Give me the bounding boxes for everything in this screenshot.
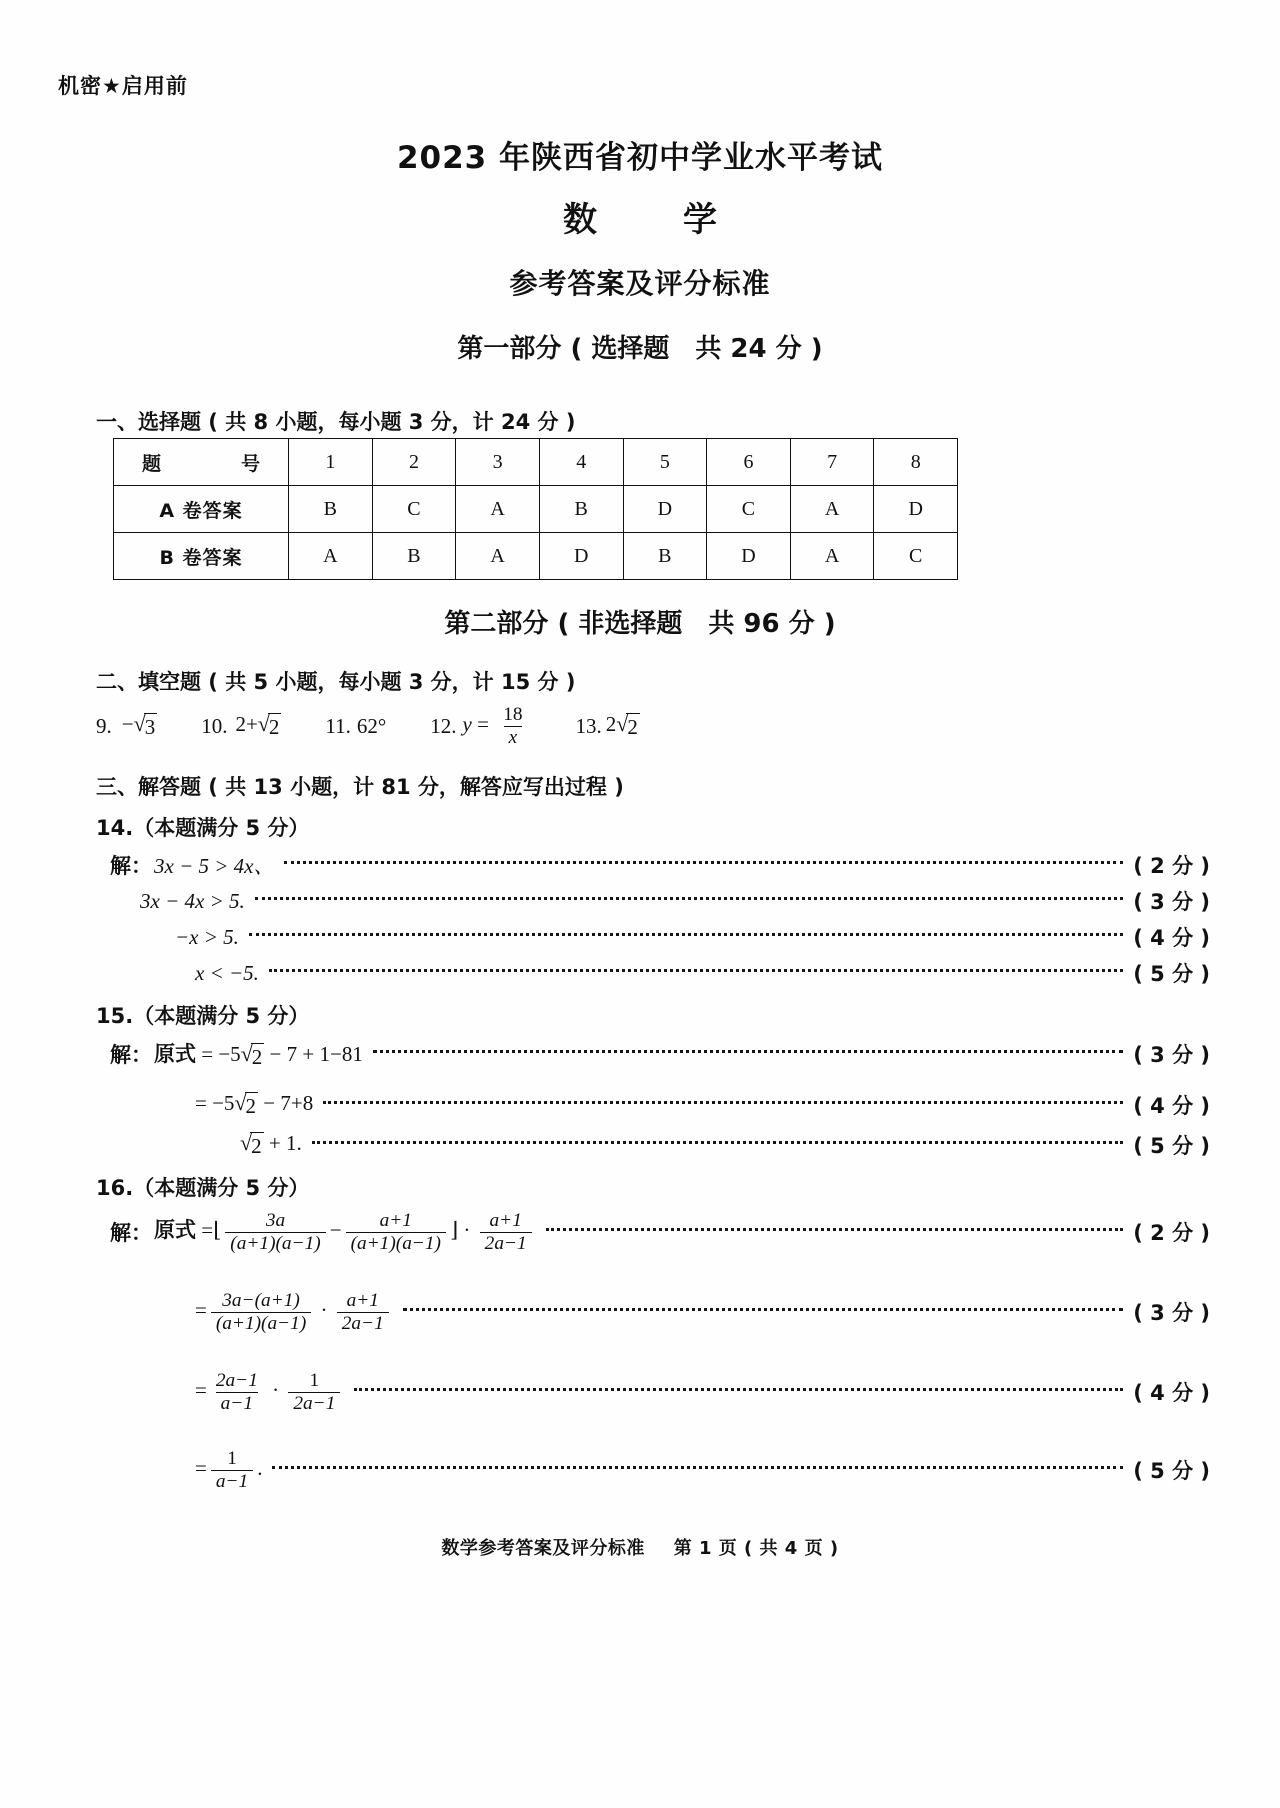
fill-value-13: 2 √ 2: [605, 711, 638, 740]
table-cell: 1: [289, 439, 373, 486]
problem-16-line-4: [195, 1448, 1210, 1492]
problem-15-line-2: [195, 1090, 1210, 1120]
dot-leader: [255, 897, 1124, 900]
section-two-label: 二、填空题 ( 共 5 小题，每小题 3 分，计 15 分 ): [96, 670, 576, 694]
table-row-paper-a: [114, 486, 958, 533]
fill-in-blank-answers: [96, 704, 996, 748]
fill-value-10: 2+ √ 2: [235, 711, 280, 740]
solution-label: 解：: [110, 1043, 152, 1067]
fill-value-11: 62°: [356, 713, 387, 738]
points-label: ( 4 分 ): [1133, 926, 1210, 950]
table-cell: D: [539, 533, 623, 580]
fill-number-10: 10.: [201, 713, 228, 738]
problem-14-line-1: [110, 850, 1210, 880]
table-cell: A: [456, 533, 540, 580]
problem-16-line-2: [195, 1290, 1210, 1334]
page-footer: [0, 1534, 1280, 1560]
points-label: ( 4 分 ): [1133, 1094, 1210, 1118]
solution-label: 解：: [110, 1221, 152, 1246]
dot-leader: [403, 1308, 1123, 1311]
table-cell: 4: [539, 439, 623, 486]
solution-body: = −5 √ 2 − 7+8: [195, 1090, 314, 1118]
dot-leader: [312, 1141, 1124, 1144]
solution-body: −x > 5.: [175, 924, 239, 949]
table-cell: C: [372, 486, 456, 533]
dot-leader: [249, 933, 1123, 936]
fill-number-12: 12.: [430, 713, 457, 738]
dot-leader: [272, 1466, 1123, 1469]
solution-body: 3x − 5 > 4x、: [154, 854, 275, 878]
points-label: ( 3 分 ): [1133, 1301, 1210, 1326]
fill-answer-9: [96, 712, 157, 740]
part-two-heading: 第二部分 ( 非选择题 共 96 分 ): [444, 609, 836, 639]
problem-15-heading: 15.（本题满分 5 分）: [96, 1004, 310, 1028]
fill-value-12: y = $\frac{18}{x}$: [462, 704, 523, 748]
table-cell: B: [289, 486, 373, 533]
table-cell: D: [874, 486, 958, 533]
points-label: ( 2 分 ): [1133, 854, 1210, 878]
exam-title: 2023 年陕西省初中学业水平考试: [396, 140, 884, 176]
problem-16-line-3: [195, 1370, 1210, 1414]
problem-14-line-3: [175, 922, 1210, 952]
fill-value-9: − √ 3: [121, 711, 156, 740]
table-cell: 6: [707, 439, 791, 486]
points-label: ( 5 分 ): [1133, 962, 1210, 986]
points-label: ( 4 分 ): [1133, 1381, 1210, 1406]
table-cell: A: [790, 486, 874, 533]
table-cell: 7: [790, 439, 874, 486]
solution-body: x < −5.: [195, 960, 259, 985]
table-cell: A: [456, 486, 540, 533]
points-label: ( 5 分 ): [1133, 1459, 1210, 1484]
table-cell: 5: [623, 439, 707, 486]
fill-answer-11: [325, 714, 386, 739]
solution-body: 原式 =⌊ $\frac{3a}{(a+1)(a-1)}$ − $\frac{a+1}{(a+1)(a-1)}$ ⌋ · $\frac{a+1}{2a-1}$: [154, 1210, 536, 1254]
table-cell: 8: [874, 439, 958, 486]
dot-leader: [323, 1101, 1123, 1104]
solution-body: = $\frac{3a-(a+1)}{(a+1)(a-1)}$ · $\frac{a+1}{2a-1}$: [195, 1290, 393, 1334]
dot-leader: [284, 861, 1123, 864]
table-cell: A: [790, 533, 874, 580]
problem-15-line-3: [240, 1130, 1210, 1160]
table-cell: D: [623, 486, 707, 533]
dot-leader: [546, 1228, 1124, 1231]
points-label: ( 2 分 ): [1133, 1221, 1210, 1246]
table-cell: C: [874, 533, 958, 580]
problem-16-line-1: [110, 1210, 1210, 1254]
problem-14-heading: 14.（本题满分 5 分）: [96, 816, 310, 840]
fill-number-11: 11.: [325, 713, 351, 738]
points-label: ( 3 分 ): [1133, 1043, 1210, 1067]
fill-answer-13: [576, 712, 640, 740]
table-cell: D: [707, 533, 791, 580]
table-row-question-numbers: [114, 439, 958, 486]
footer-title: 数学参考答案及评分标准: [441, 1538, 645, 1559]
dot-leader: [373, 1050, 1123, 1053]
solution-label: 解：: [110, 854, 152, 878]
table-cell: C: [707, 486, 791, 533]
table-cell: A: [289, 533, 373, 580]
table-cell: 2: [372, 439, 456, 486]
problem-14-line-2: [140, 886, 1210, 916]
table-cell: B: [372, 533, 456, 580]
fill-number-9: 9.: [96, 713, 112, 738]
table-cell: B: [623, 533, 707, 580]
row-header-question-number: 题 号: [114, 439, 289, 486]
table-cell: 3: [456, 439, 540, 486]
section-one-label: 一、选择题 ( 共 8 小题，每小题 3 分，计 24 分 ): [96, 410, 576, 434]
solution-body: 3x − 4x > 5.: [140, 888, 245, 913]
points-label: ( 3 分 ): [1133, 890, 1210, 914]
solution-body: √ 2 + 1.: [240, 1130, 302, 1158]
document-type-title: 参考答案及评分标准: [509, 267, 771, 300]
subject-title: 数 学: [563, 200, 743, 240]
problem-14-line-4: [195, 958, 1210, 988]
section-three-label: 三、解答题 ( 共 13 小题，计 81 分，解答应写出过程 ): [96, 775, 624, 799]
problem-16-heading: 16.（本题满分 5 分）: [96, 1176, 310, 1200]
fill-answer-10: [201, 712, 281, 740]
solution-body: 原式 = −5 √ 2 − 7 + 1−81: [154, 1041, 363, 1069]
fill-answer-12: [430, 704, 531, 748]
confidential-notice: 机密★启用前: [58, 74, 188, 98]
solution-body: = $\frac{1}{a-1}$ .: [195, 1448, 263, 1492]
multiple-choice-answer-table: [113, 438, 958, 580]
dot-leader: [354, 1388, 1123, 1391]
table-row-paper-b: [114, 533, 958, 580]
solution-body: = $\frac{2a-1}{a-1}$ · $\frac{1}{2a-1}$: [195, 1370, 344, 1414]
dot-leader: [269, 969, 1123, 972]
fill-number-13: 13.: [575, 713, 602, 738]
problem-15-line-1: [110, 1038, 1210, 1070]
row-header-paper-b: B 卷答案: [114, 533, 289, 580]
row-header-paper-a: A 卷答案: [114, 486, 289, 533]
points-label: ( 5 分 ): [1133, 1134, 1210, 1158]
footer-page-number: 第 1 页 ( 共 4 页 ): [673, 1538, 839, 1559]
table-cell: B: [539, 486, 623, 533]
part-one-heading: 第一部分 ( 选择题 共 24 分 ): [457, 334, 823, 364]
